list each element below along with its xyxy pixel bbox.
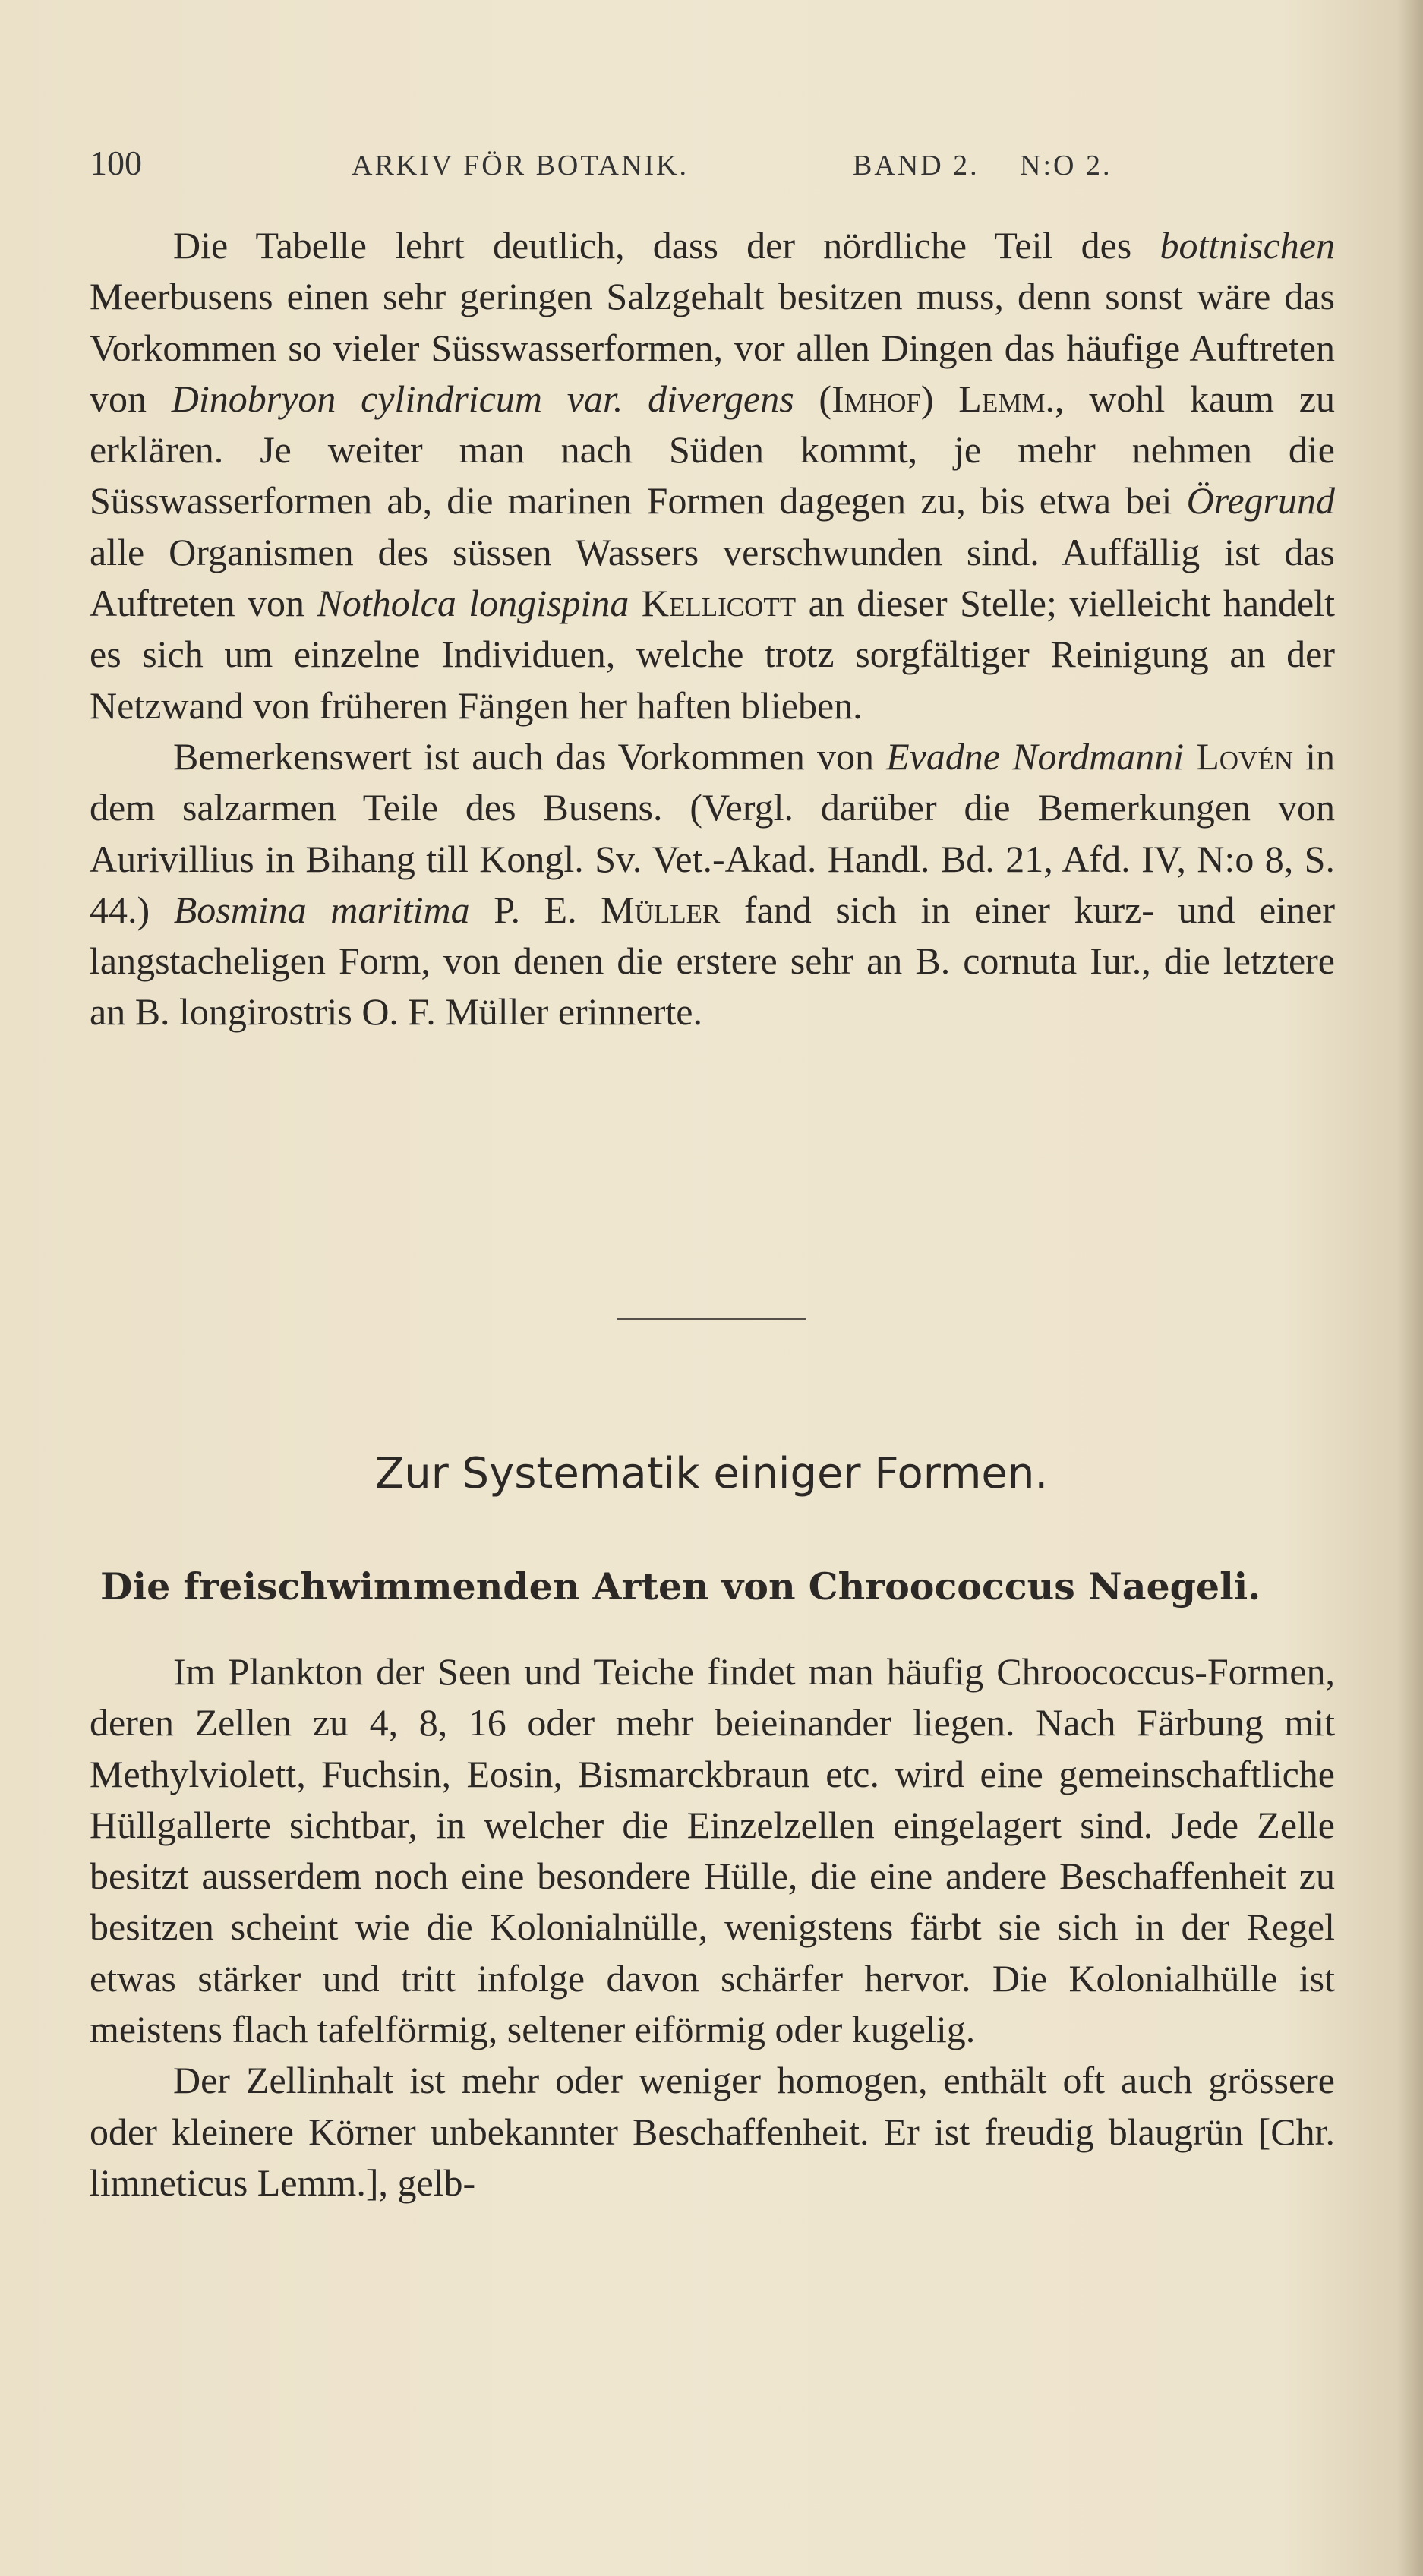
paragraph-1: [90, 220, 1335, 731]
text-run: Die Tabelle lehrt deutlich, dass der nördliche Teil des: [173, 224, 1160, 267]
text-run: Bemerkenswert ist auch das Vorkommen von: [173, 734, 887, 778]
issue-number: N:O 2.: [1020, 150, 1112, 182]
text-run: [1184, 735, 1196, 778]
text-run: in dem salzarmen Teile des Busens. (Vergl. darüber die Bemerkungen von Aurivillius in Bihang till Kongl. Sv. Vet.-Akad. Handl. Bd. 21, Afd. IV, N:o 8, S. 44.): [90, 734, 1335, 931]
species-name: Bosmina maritima: [173, 888, 470, 931]
paragraph-3: Im Plankton der Seen und Teiche findet man häufig Chroococcus-Formen, deren Zellen zu 4, 8, 16 oder mehr beieinander liegen. Nach Färbung mit Methylviolett, Fuchsin, Eosin, Bismarckbraun etc. wird eine gemeinschaftliche Hüllgallerte sichtbar, in welcher die Einzelzellen eingelagert sind. Jede Zelle besitzt ausserdem noch eine besondere Hülle, die eine andere Beschaffenheit zu besitzen scheint wie die Kolonialnülle, wenigstens färbt sie sich in der Regel etwas stärker und tritt infolge davon schärfer hervor. Die Kolonialhülle ist meistens flach tafelförmig, seltener eiförmig oder kugelig.: [90, 1650, 1335, 2051]
page-edge-shadow: [1397, 0, 1423, 2576]
text-run: ): [920, 377, 959, 420]
upper-text-block: [90, 220, 1335, 1038]
italic-term: bottnischen: [1160, 224, 1335, 267]
species-name: Notholca longispina: [317, 582, 629, 625]
text-run: Meerbusens einen sehr geringen Salzgehalt besitzen muss, denn sonst wäre das Vorkommen so vieler Süsswasserformen, vor allen Dingen das häufige Auftreten von: [90, 275, 1335, 420]
running-header: [90, 143, 1320, 188]
text-run: (: [794, 377, 832, 420]
page-number: 100: [90, 144, 142, 182]
section-title: Zur Systematik einiger Formen.: [374, 1449, 1049, 1498]
lower-text-block: [90, 1646, 1335, 2208]
text-run: fand sich in einer kurz- und einer langstacheligen Form, von denen die erstere sehr an B. cornuta Iur., die letztere an B. longirostris O. F. Müller erinnerte.: [90, 888, 1335, 1034]
author-name: Kellicott: [641, 582, 797, 625]
subsection-title: Die freischwimmenden Arten von Chroococcus Naegeli.: [100, 1564, 1261, 1608]
author-name: Lemm.: [958, 377, 1055, 420]
section-divider: [617, 1318, 806, 1320]
text-run: an dieser Stelle; vielleicht handelt es sich um einzelne Individuen, welche trotz sorgfältiger Reinigung an der Netzwand von früheren Fängen her haften blieben.: [90, 582, 1336, 727]
text-run: , wohl kaum zu erklären. Je weiter man nach Süden kommt, je mehr nehmen die Süsswasserformen ab, die marinen Formen dagegen zu, bis etwa bei: [90, 377, 1336, 522]
journal-title: ARKIV FÖR BOTANIK.: [352, 150, 689, 182]
place-name: Öregrund: [1186, 479, 1335, 522]
paragraph-4: Der Zellinhalt ist mehr oder weniger homogen, enthält oft auch grössere oder kleinere Körner unbekannter Beschaffenheit. Er ist freudig blaugrün [Chr. limneticus Lemm.], gelb-: [90, 2059, 1335, 2204]
species-name: Evadne Nordmanni: [886, 734, 1185, 778]
author-name: Lovén: [1196, 734, 1293, 778]
author-name: Imhof: [831, 377, 921, 420]
text-run: alle Organismen des süssen Wassers verschwunden sind. Auffällig ist das Auftreten von: [90, 530, 1335, 625]
paragraph-2: [90, 731, 1335, 1038]
text-run: [629, 582, 641, 624]
species-name: Dinobryon cylindricum var. divergens: [171, 377, 794, 420]
author-name: Müller: [601, 888, 721, 931]
text-run: P. E.: [469, 888, 601, 931]
volume-label: BAND 2.: [853, 150, 980, 182]
